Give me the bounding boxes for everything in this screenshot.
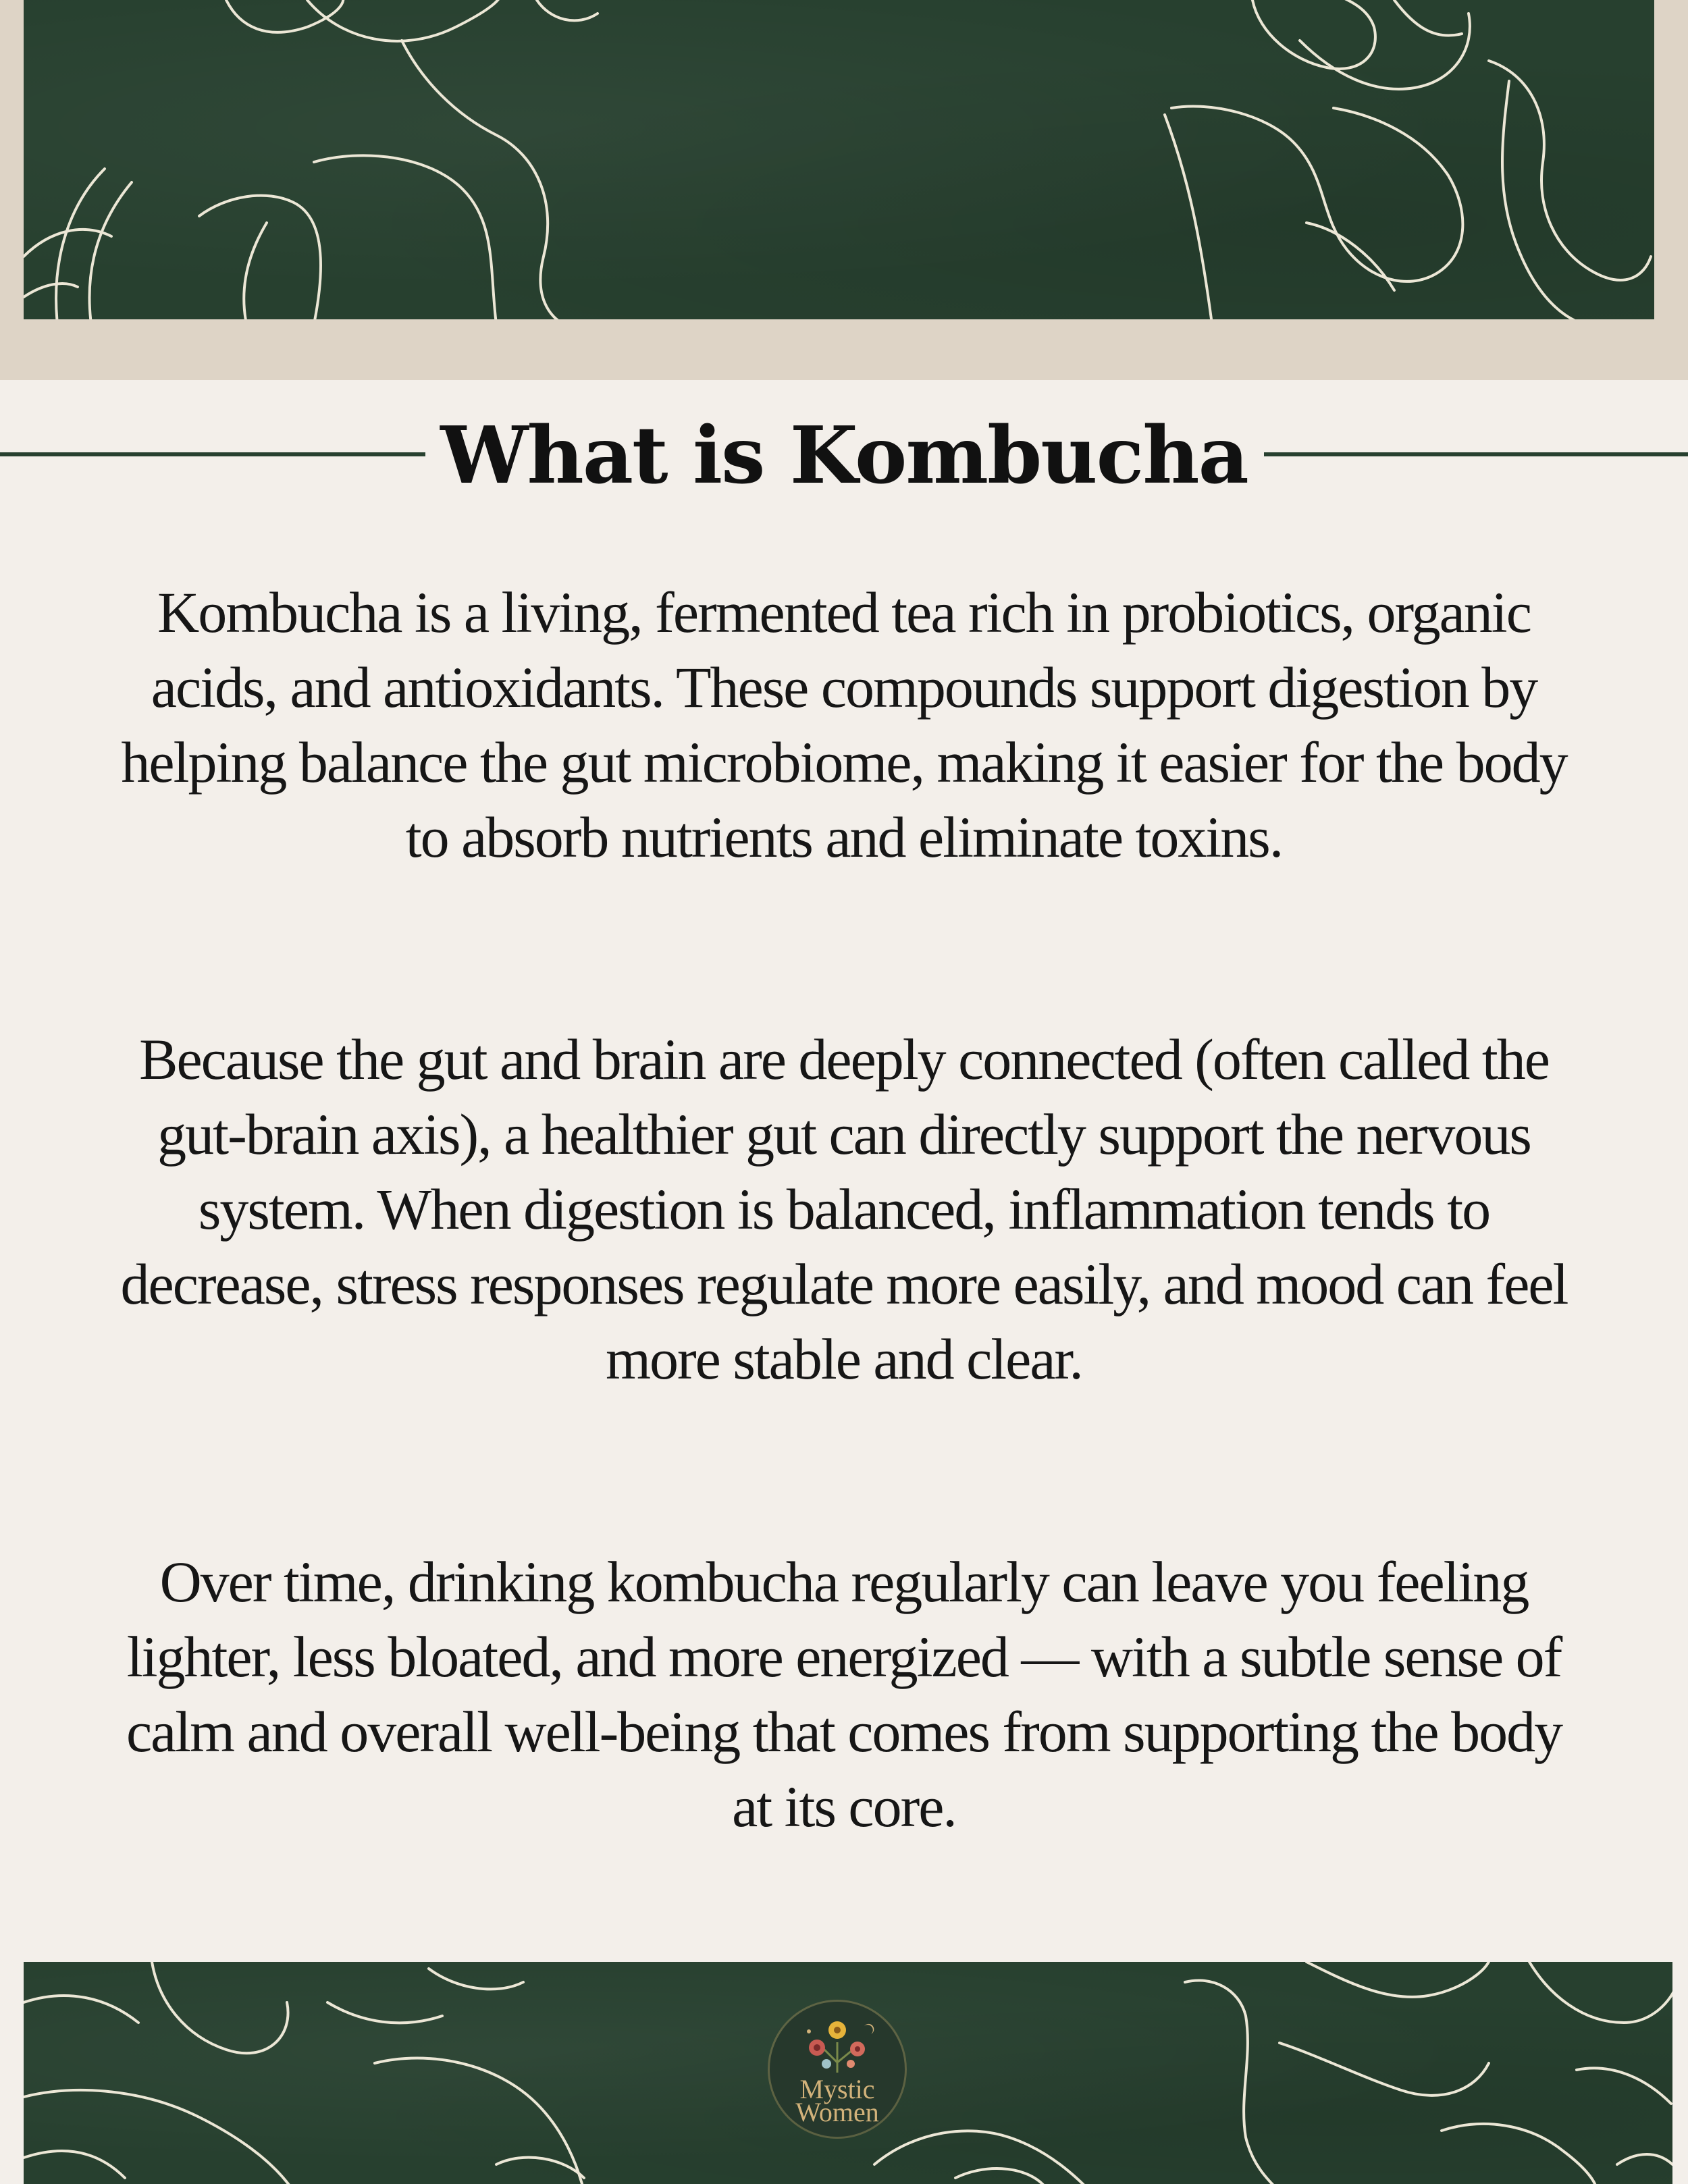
top-botanical-banner [24,0,1654,319]
title-divider-right [1264,452,1688,456]
title-row [0,405,1688,506]
mystic-women-logo [770,2002,905,2137]
logo-text-line-2: Women [795,2097,879,2127]
title-divider-left [0,452,425,456]
logo-text-line-1: Mystic [799,2074,875,2104]
body-paragraph-1: Kombucha is a living, fermented tea rich in probiotics, organic acids, and antioxidants. These compounds support digestion by helping balance the gut microbiome, making it easier for the body to absorb nutrients and eliminate toxins. [121,580,1567,870]
body-paragraph-3: Over time, drinking kombucha regularly can leave you feeling lighter, less bloated, and more energized — with a subtle sense of calm and overall well-being that comes from supporting the body at its core. [126,1549,1562,1839]
body-paragraph-2: Because the gut and brain are deeply connected (often called the gut-brain axis), a healthier gut can directly support the nervous system. When digestion is balanced, inflammation tends to decrease, stress responses regulate more easily, and mood can feel more stable and clear. [120,1027,1568,1391]
page-title: What is Kombucha [440,410,1248,502]
leaf-line-art [24,0,1654,319]
